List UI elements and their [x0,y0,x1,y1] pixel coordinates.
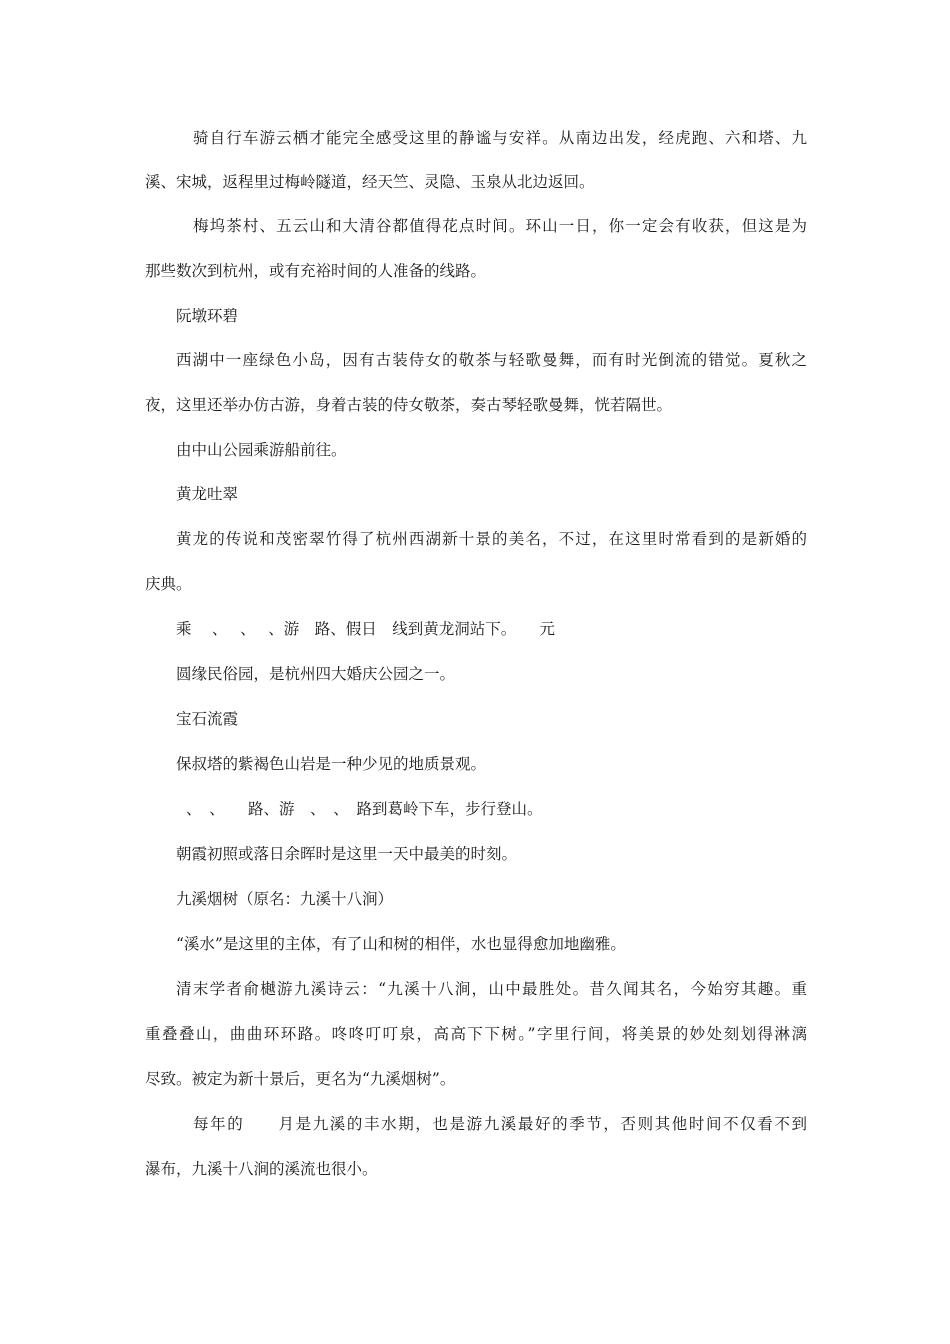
paragraph-line: 清末学者俞樾游九溪诗云：“九溪十八涧，山中最胜处。昔久闻其名，今始穷其趣。重 [176,980,807,998]
paragraph-line: 朝霞初照或落日余晖时是这里一天中最美的时刻。 [176,845,518,863]
paragraph-line: 黄龙的传说和茂密翠竹得了杭州西湖新十景的美名，不过，在这里时常看到的是新婚的 [176,530,807,548]
paragraph-line: 西湖中一座绿色小岛，因有古装侍女的敬茶与轻歌曼舞，而有时光倒流的错觉。夏秋之 [176,351,807,369]
paragraph-line: 梅坞茶村、五云山和大清谷都值得花点时间。环山一日，你一定会有收获，但这是为 [193,217,807,235]
paragraph-line: 尽致。被定为新十景后，更名为“九溪烟树”。 [145,1070,456,1088]
paragraph-line: 保叔塔的紫褐色山岩是一种少见的地质景观。 [176,755,487,773]
paragraph-line: 夜，这里还举办仿古游，身着古装的侍女敬茶，奏古琴轻歌曼舞，恍若隔世。 [145,396,673,414]
paragraph-line: “溪水”是这里的主体，有了山和树的相伴，水也显得愈加地幽雅。 [176,935,626,953]
paragraph-line: 每年的 月是九溪的丰水期，也是游九溪最好的季节，否则其他时间不仅看不到 [193,1115,807,1133]
paragraph-line: 那些数次到杭州，或有充裕时间的人准备的线路。 [145,262,487,280]
section-heading: 宝石流霞 [176,710,239,728]
section-heading: 黄龙吐翠 [176,485,239,503]
section-heading: 九溪烟树（原名：九溪十八涧） [176,890,394,908]
section-heading: 阮墩环碧 [176,307,239,325]
paragraph-line: 瀑布，九溪十八涧的溪流也很小。 [145,1160,378,1178]
paragraph-line: 圆缘民俗园，是杭州四大婚庆公园之一。 [176,665,456,683]
paragraph-line: 乘 、 、 、游 路、假日 线到黄龙洞站下。 元 [176,620,556,638]
paragraph-line: 溪、宋城，返程里过梅岭隧道，经天竺、灵隐、玉泉从北边返回。 [145,173,595,191]
paragraph-line: 由中山公园乘游船前往。 [176,441,347,459]
paragraph-line: 、 、 路、游 、 、 路到葛岭下车，步行登山。 [186,800,543,818]
paragraph-line: 重叠叠山，曲曲环环路。咚咚叮叮泉，高高下下树。”字里行间，将美景的妙处刻划得淋漓 [145,1025,807,1043]
paragraph-line: 骑自行车游云栖才能完全感受这里的静谧与安祥。从南边出发，经虎跑、六和塔、九 [193,129,807,147]
paragraph-line: 庆典。 [145,575,192,593]
